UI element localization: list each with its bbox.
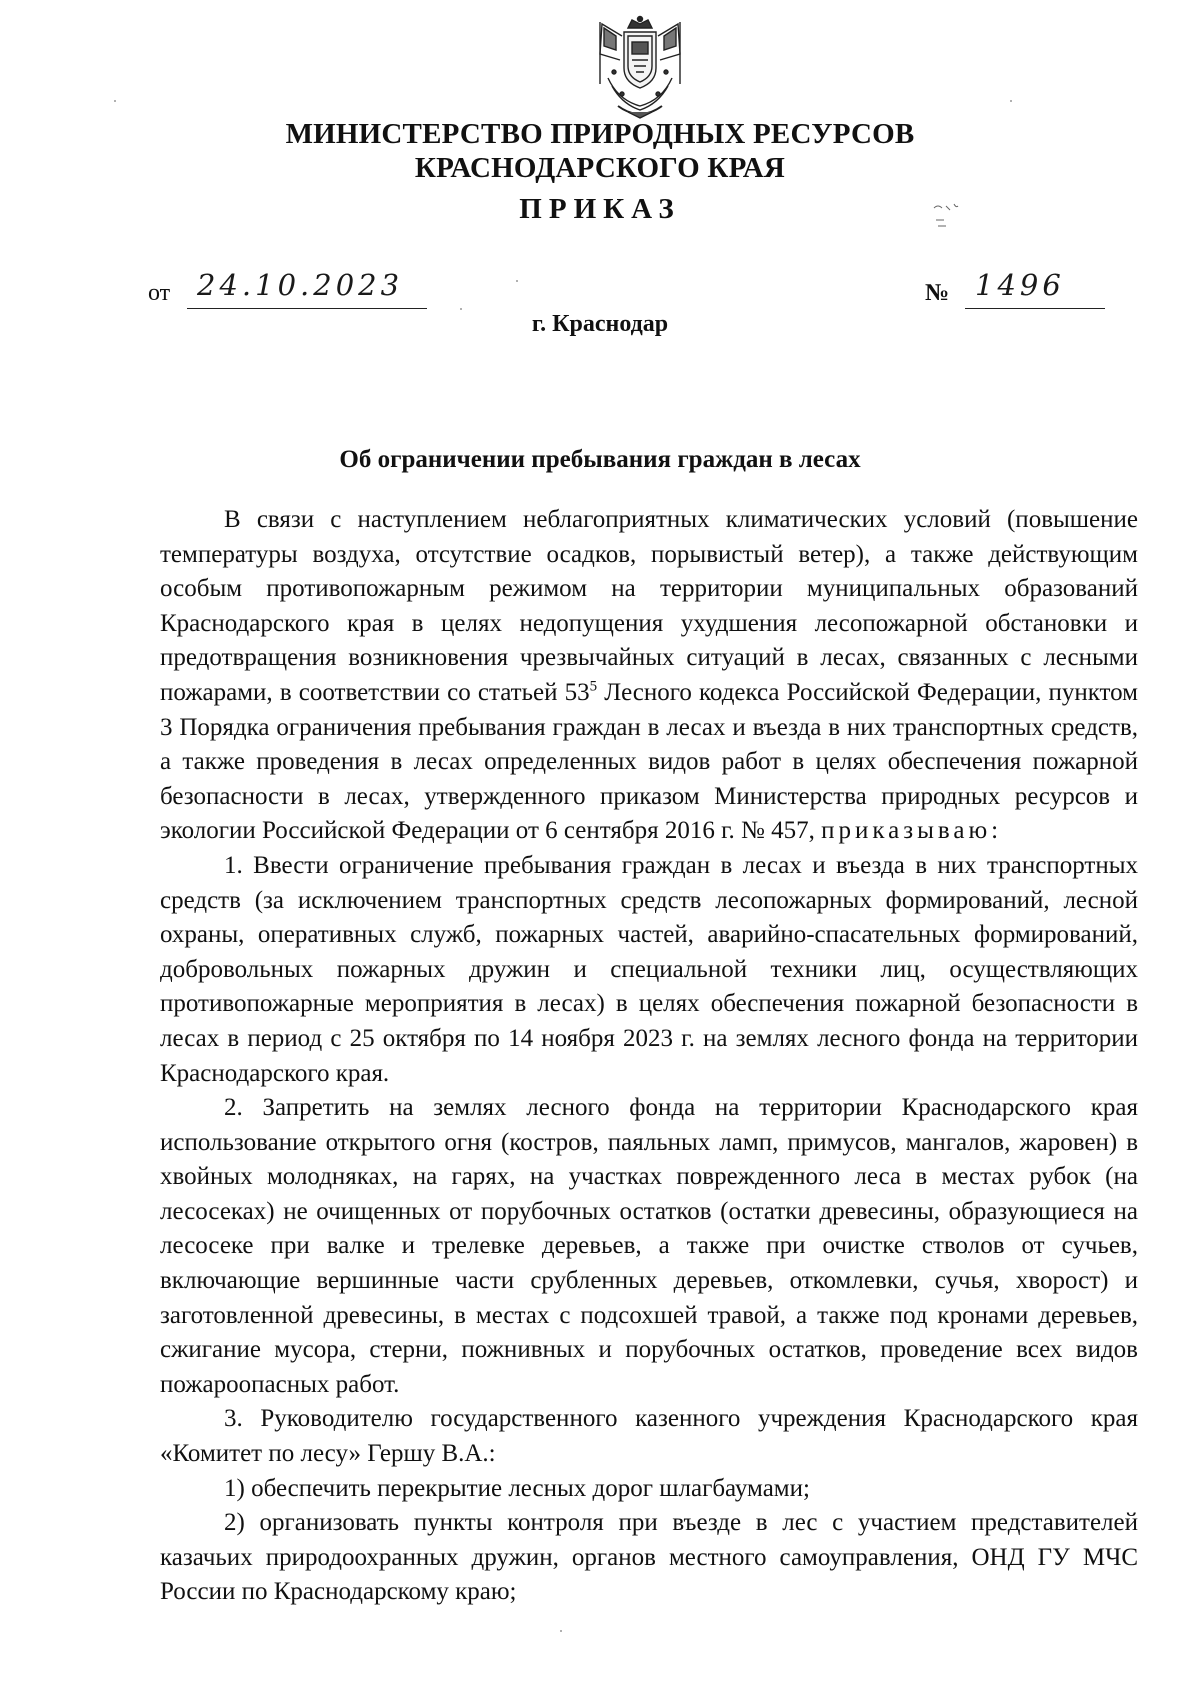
item-3-2-paragraph: 2) организовать пункты контроля при въезде в лес с участием представителей казачьих природоохранных дружин, органов местного самоуправления, ОНД ГУ МЧС России по Краснодарскому краю;: [160, 1509, 1138, 1606]
document-body: [160, 503, 1138, 1610]
number-field: [965, 268, 1105, 309]
handwritten-date: 24.10.2023: [197, 268, 404, 302]
date-prefix-label: от: [148, 280, 171, 306]
item-1-paragraph: 1. Ввести ограничение пребывания граждан в лесах и въезда в них транспортных средств (за исключением транспортных средств лесопожарных формирований, лесной охраны, оперативных служб, пожарных частей, аварийно-спасательных формирований, добровольных пожарных дружин и специальной техники лиц, осуществляющих противопожарные мероприятия в лесах) в целях обеспечения пожарной безопасности в лесах в период с 25 октября по 14 ноября 2023 г. на землях лесного фонда на территории Краснодарского края.: [160, 851, 1138, 1087]
intro-text-part-2: Лесного кодекса Российской Федерации, пунктом 3 Порядка ограничения пребывания граждан в лесах и въезда в них транспортных средств, а также проведения в лесах определенных видов работ в целях обеспечения пожарной безопасности в лесах, утвержденного приказом Министерства природных ресурсов и экологии Российской Федерации от 6 сентября 2016 г. № 457,: [160, 678, 1138, 845]
intro-paragraph: [160, 503, 1138, 849]
ministry-name-line-2: КРАСНОДАРСКОГО КРАЯ: [414, 152, 786, 184]
item-2-paragraph: 2. Запретить на землях лесного фонда на территории Краснодарского края использование открытого огня (костров, паяльных ламп, примусов, мангалов, жаровен) в хвойных молодняках, на гарях, на участках поврежденного леса в местах рубок (на лесосеках) не очищенных от порубочных остатков (остатки древесины, образующиеся на лесосеке при валке и трелевке деревьев, а также при очистке стволов от сучьев, включающие вершинные части срубленных деревьев, откомлевки, сучья, хворост) и заготовленной древесины, в местах с подсохшей травой, а также под кронами деревьев, сжигание мусора, стерни, пожнивных и порубочных остатков, проведение всех видов пожароопасных работ.: [160, 1094, 1138, 1398]
item-3-1-paragraph: 1) обеспечить перекрытие лесных дорог шлагбаумами;: [224, 1474, 810, 1502]
scan-speck: [1010, 100, 1012, 102]
document-subject-title: Об ограничении пребывания граждан в лесах: [339, 446, 861, 473]
ministry-name-line-1: МИНИСТЕРСТВО ПРИРОДНЫХ РЕСУРСОВ: [285, 118, 915, 150]
number-label: №: [925, 280, 950, 306]
scan-speck: [460, 308, 462, 310]
intro-text-part-1: В связи с наступлением неблагоприятных климатических условий (повышение температуры воздуха, отсутствие осадков, порывистый ветер), а также действующим особым противопожарным режимом на территории муниципальных образований Краснодарского края в целях недопущения ухудшения лесопожарной обстановки и предотвращения возникновения чрезвычайных ситуаций в лесах, связанных с лесными пожарами, в соответствии со статьей 53: [160, 506, 1138, 706]
scan-speck: [560, 1630, 562, 1632]
coat-of-arms-emblem: [588, 14, 692, 122]
item-3-paragraph: 3. Руководителю государственного казенного учреждения Краснодарского края «Комитет по лесу» Гершу В.А.:: [160, 1405, 1138, 1468]
article-superscript: 5: [589, 678, 598, 695]
registration-mark: [930, 200, 970, 230]
document-type-title: ПРИКАЗ: [519, 193, 681, 225]
date-field: [187, 268, 427, 309]
order-verb: приказываю:: [821, 817, 1003, 845]
city-label: г. Краснодар: [531, 311, 669, 337]
scan-speck: [516, 280, 518, 282]
handwritten-number: 1496: [975, 268, 1065, 302]
scan-speck: [114, 100, 116, 102]
